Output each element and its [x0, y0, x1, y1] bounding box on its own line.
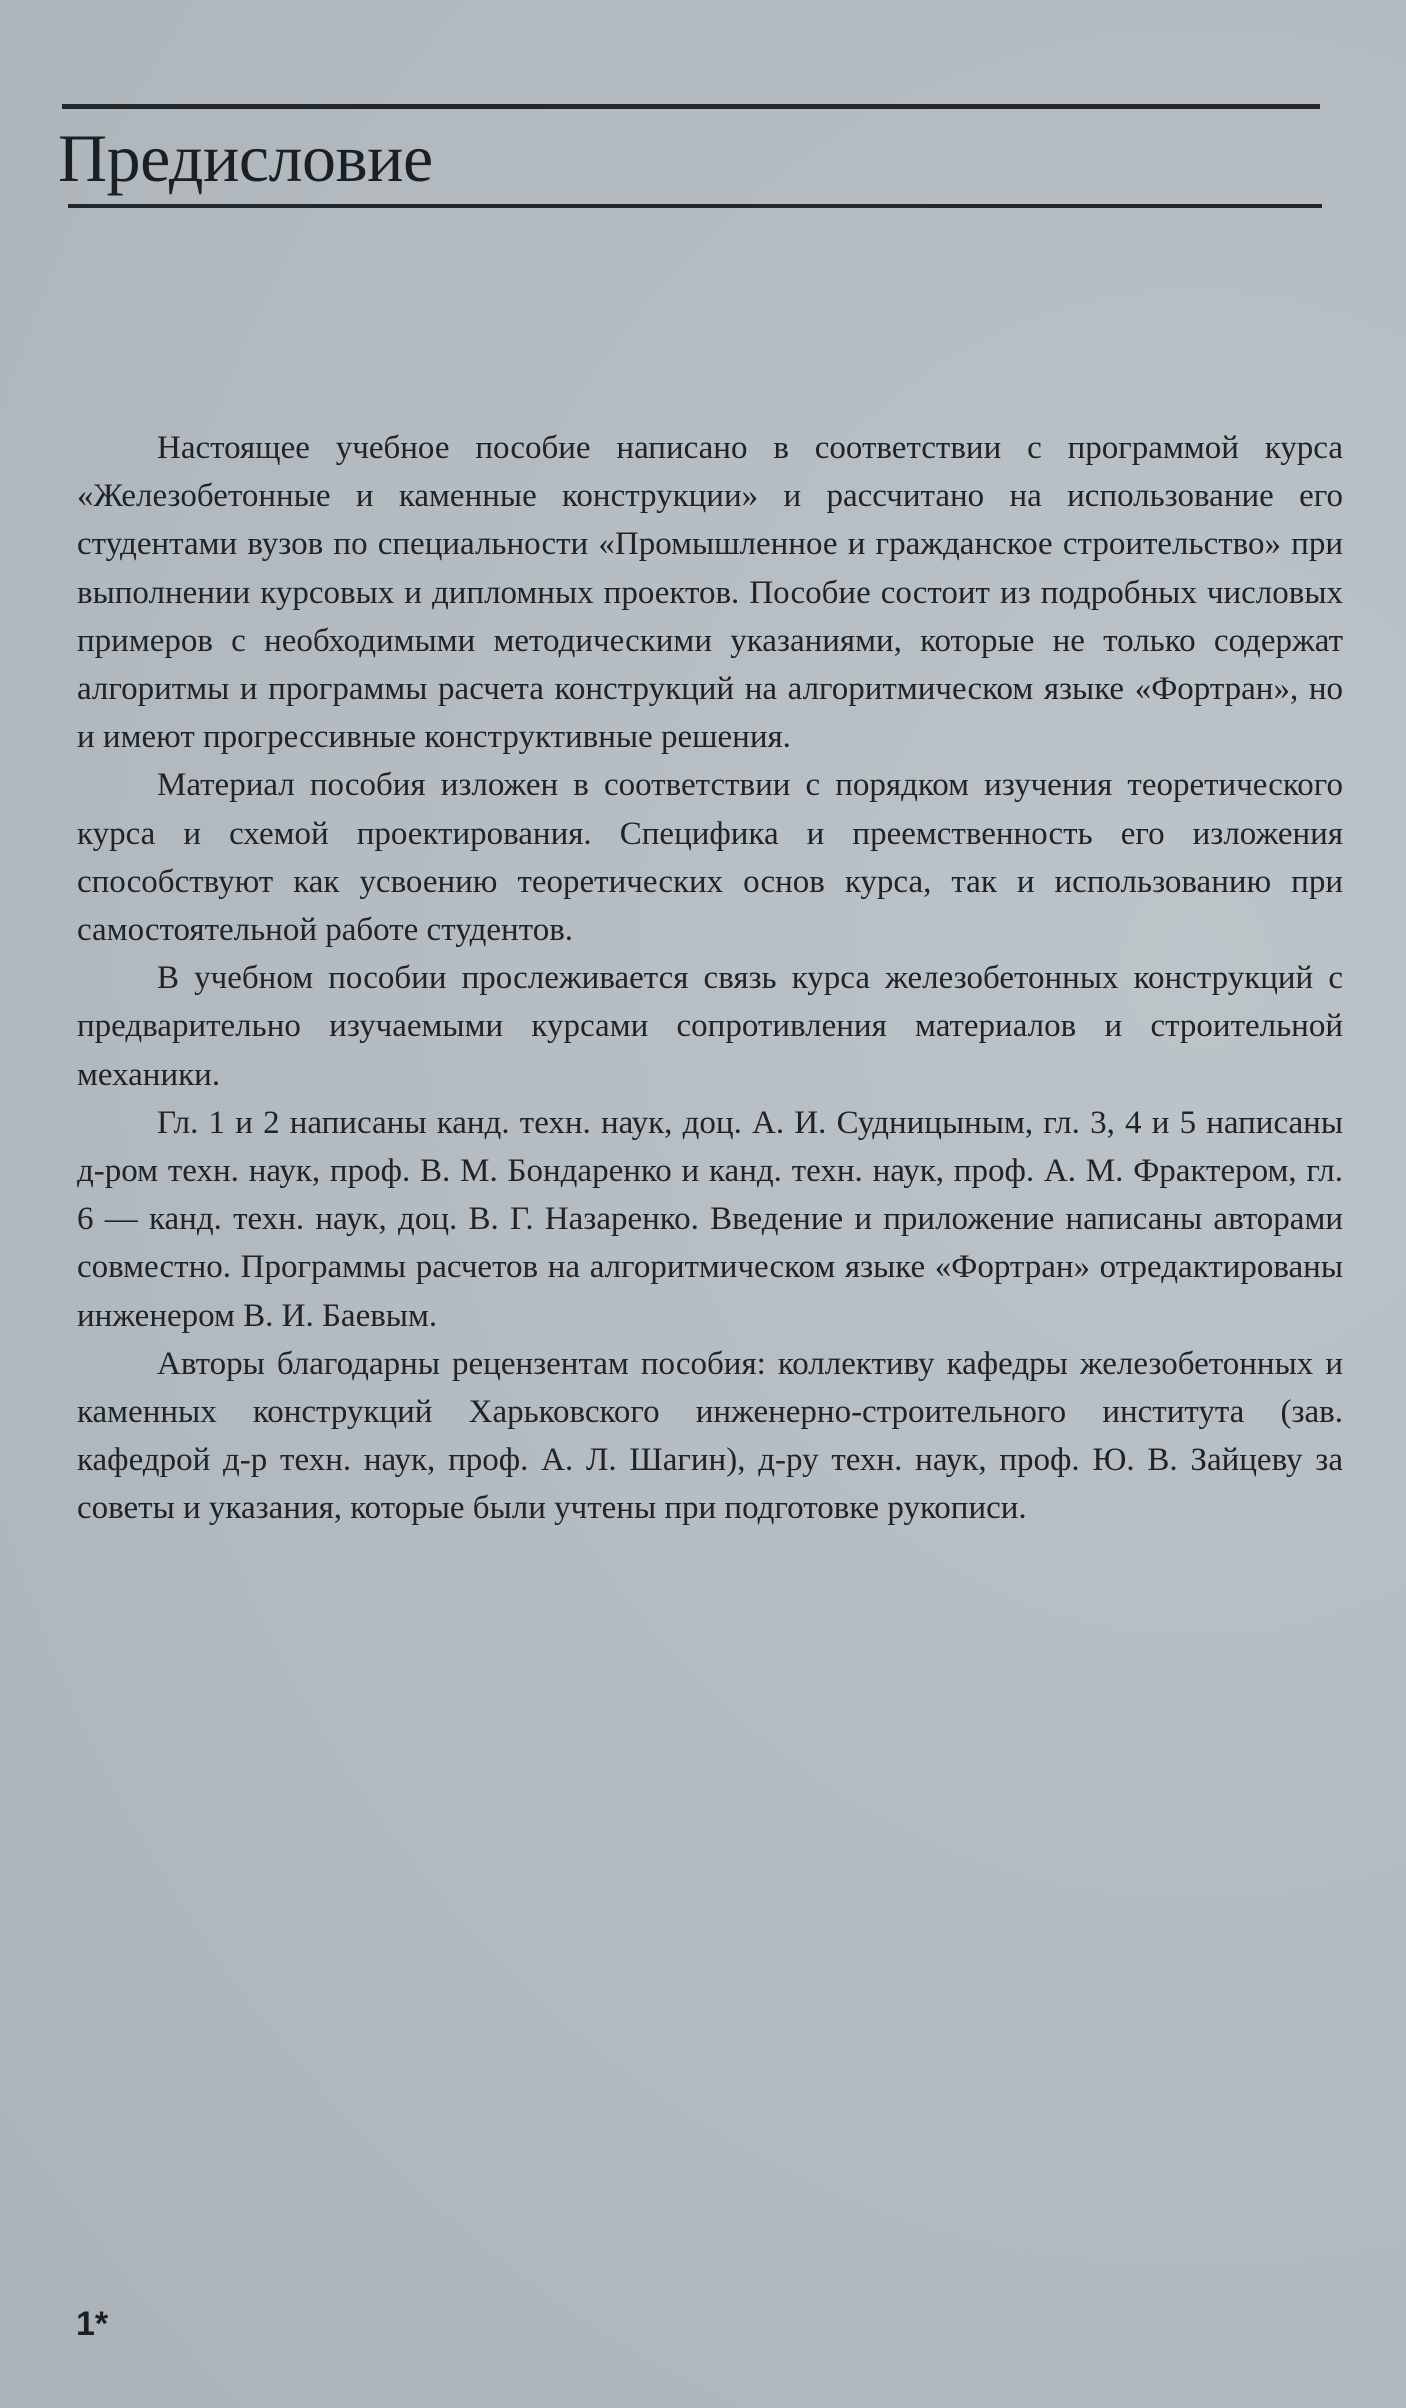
preface-body: [77, 424, 1343, 1533]
paragraph: Гл. 1 и 2 написаны канд. техн. наук, доц. А. И. Судницыным, гл. 3, 4 и 5 написаны д-ром техн. наук, проф. В. М. Бондаренко и канд. техн. наук, проф. А. М. Фрактером, гл. 6 — канд. техн. наук, доц. В. Г. Назаренко. Введение и приложение написаны авторами совместно. Программы расчетов на алгоритмическом языке «Фортран» отредактированы инженером В. И. Баевым.: [77, 1104, 1343, 1334]
heading-rule-bottom: [68, 204, 1322, 208]
paragraph: Настоящее учебное пособие написано в соответствии с программой курса «Железобетонные и каменные конструкции» и рассчитано на использование его студентами вузов по специальности «Промышленное и гражданское строительство» при выполнении курсовых и дипломных проектов. Пособие состоит из подробных числовых примеров с необходимыми методическими указаниями, которые не только содержат алгоритмы и программы расчета конструкций на алгоритмическом языке «Фортран», но и имеют прогрессивные конструктивные решения.: [77, 430, 1343, 756]
paragraph: Авторы благодарны рецензентам пособия: коллективу кафедры железобетонных и каменных конструкций Харьковского инженерно-строительного института (зав. кафедрой д-р техн. наук, проф. А. Л. Шагин), д-ру техн. наук, проф. Ю. В. Зайцеву за советы и указания, которые были учтены при подготовке рукописи.: [77, 1345, 1343, 1527]
paragraph: В учебном пособии прослеживается связь курса железобетонных конструкций с предварительно изучаемыми курсами сопротивления материалов и строительной механики.: [77, 960, 1343, 1093]
page-title: Предисловие: [58, 120, 433, 196]
heading-rule-top: [62, 104, 1320, 109]
signature-mark: 1*: [76, 2305, 109, 2343]
paragraph: Материал пособия изложен в соответствии с порядком изучения теоретического курса и схемой проектирования. Специфика и преемственность его изложения способствуют как усвоению теоретических основ курса, так и использованию при самостоятельной работе студентов.: [77, 767, 1343, 949]
